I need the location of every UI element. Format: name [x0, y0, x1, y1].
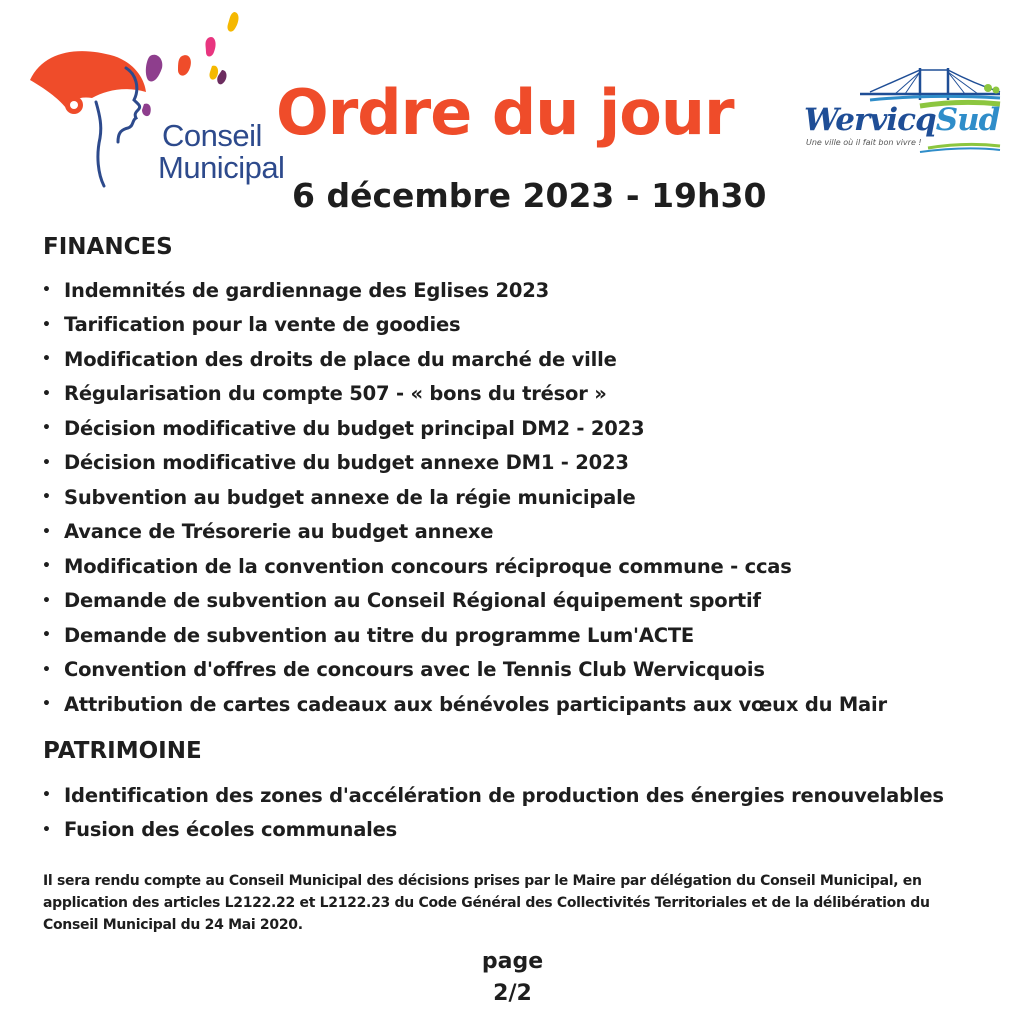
bullet: • — [42, 821, 51, 838]
list-item-text: Demande de subvention au Conseil Régional équipement sportif — [64, 589, 761, 613]
wordmark-sud: Sud — [935, 102, 1000, 138]
list-item-text: Régularisation du compte 507 - « bons du trésor » — [64, 382, 607, 406]
bullet: • — [42, 489, 51, 506]
list-item-text: Tarification pour la vente de goodies — [64, 313, 461, 337]
page-label: page — [481, 949, 544, 974]
list-item — [40, 273, 887, 308]
list-item — [40, 411, 887, 446]
list-item — [40, 813, 944, 848]
bullet: • — [42, 696, 51, 713]
bullet: • — [42, 420, 51, 437]
conseil-municipal-logo — [22, 8, 285, 193]
list-item-text: Identification des zones d'accélération de production des énergies renouvelables — [64, 783, 944, 807]
list-item-text: Indemnités de gardiennage des Eglises 2023 — [64, 278, 549, 302]
list-item — [40, 342, 887, 377]
list-item-text: Décision modificative du budget principal DM2 - 2023 — [64, 416, 645, 440]
list-item-text: Modification des droits de place du marché de ville — [64, 347, 617, 371]
list-item — [40, 377, 887, 412]
bullet: • — [42, 385, 51, 402]
finances-list — [40, 273, 887, 722]
bullet: • — [42, 592, 51, 609]
list-item — [40, 618, 887, 653]
list-item-text: Fusion des écoles communales — [64, 818, 398, 842]
wordmark-wervicq: Wervicq — [804, 102, 936, 138]
page-number: 2/2 — [493, 981, 532, 1006]
list-item — [40, 653, 887, 688]
list-item-text: Attribution de cartes cadeaux aux bénévoles participants aux vœux du Mair — [64, 692, 887, 716]
list-item-text: Convention d'offres de concours avec le Tennis Club Wervicquois — [64, 658, 765, 682]
logo-tagline: Une ville où il fait bon vivre ! — [806, 138, 922, 147]
list-item-text: Subvention au budget annexe de la régie municipale — [64, 485, 636, 509]
bullet: • — [42, 454, 51, 471]
list-item — [40, 308, 887, 343]
bullet: • — [42, 282, 51, 299]
logo-line-conseil: Conseil — [162, 118, 262, 153]
page-title: Ordre du jour — [276, 76, 734, 149]
wervicq-sud-logo — [800, 62, 1005, 157]
patrimoine-list — [40, 778, 944, 847]
bullet: • — [42, 787, 51, 804]
section-title-patrimoine: PATRIMOINE — [43, 738, 202, 764]
section-title-finances: FINANCES — [43, 234, 173, 260]
delegation-note: Il sera rendu compte au Conseil Municipal des décisions prises par le Maire par délégation du Conseil Municipal, en application des articles L2122.22 et L2122.23 du Code Général des Collectivités Territoriales et de la délibération du Conseil Municipal du 24 Mai 2020. — [43, 873, 930, 933]
list-item — [40, 687, 887, 722]
list-item-text: Demande de subvention au titre du programme Lum'ACTE — [64, 623, 695, 647]
bullet: • — [42, 351, 51, 368]
logo-text — [158, 120, 284, 184]
bullet: • — [42, 316, 51, 333]
logo-line-municipal: Municipal — [158, 150, 285, 185]
bullet: • — [42, 661, 51, 678]
wervicq-sud-wordmark — [804, 102, 999, 138]
list-item — [40, 515, 887, 550]
bullet: • — [42, 558, 51, 575]
list-item-text: Décision modificative du budget annexe DM1 - 2023 — [64, 451, 629, 475]
list-item-text: Modification de la convention concours réciproque commune - ccas — [64, 554, 792, 578]
bullet: • — [42, 627, 51, 644]
list-item — [40, 446, 887, 481]
list-item-text: Avance de Trésorerie au budget annexe — [64, 520, 494, 544]
list-item — [40, 584, 887, 619]
meeting-date: 6 décembre 2023 - 19h30 — [292, 176, 767, 215]
list-item — [40, 778, 944, 813]
bullet: • — [42, 523, 51, 540]
list-item — [40, 480, 887, 515]
list-item — [40, 549, 887, 584]
page-indicator — [440, 946, 585, 1010]
